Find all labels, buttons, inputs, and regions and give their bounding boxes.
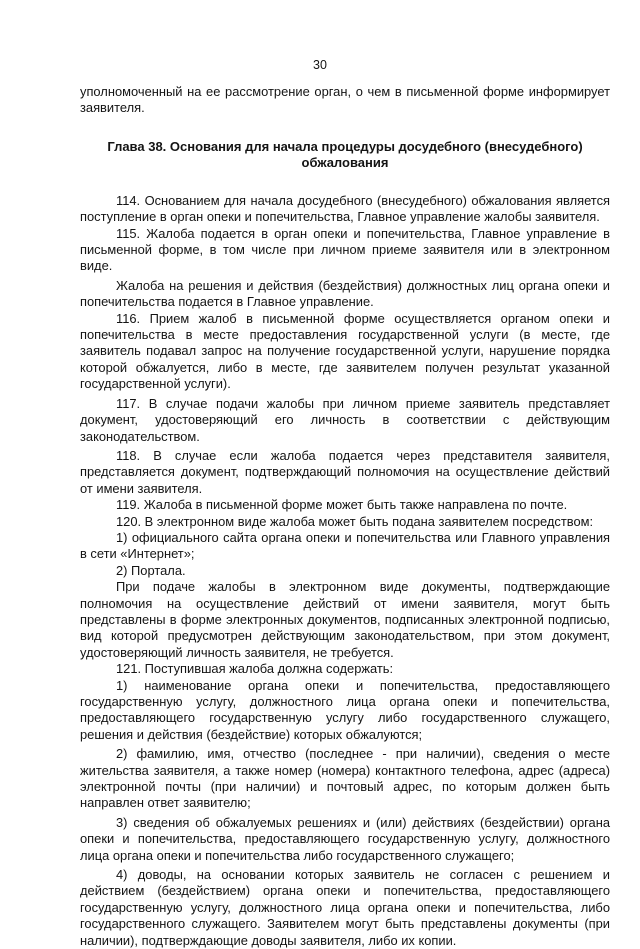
chapter-heading: Глава 38. Основания для начала процедуры досудебного (внесудебного) обжалования bbox=[107, 138, 583, 170]
paragraph-114: 114. Основанием для начала досудебного (внесудебного) обжалования является поступление в орган опеки и попечительства, Главное управление жалобы заявителя. bbox=[80, 192, 610, 225]
paragraph-115-complaint-officials: Жалоба на решения и действия (бездействия) должностных лиц органа опеки и попечительства подается в Главное управление. bbox=[80, 277, 610, 310]
paragraph-120-item-2: 2) Портала. bbox=[116, 562, 186, 578]
paragraph-121-item-1: 1) наименование органа опеки и попечительства, предоставляющего государственную услугу, должностного лица органа опеки и попечительства, предоставляющего государственную услугу либо государственного служащего, решения и действия (бездействие) которых обжалуются; bbox=[80, 677, 610, 742]
paragraph-121: 121. Поступившая жалоба должна содержать: bbox=[116, 661, 394, 677]
paragraph-118: 118. В случае если жалоба подается через представителя заявителя, представляется документ, подтверждающий полномочия на осуществление действий от имени заявителя. bbox=[80, 447, 610, 496]
paragraph-117: 117. В случае подачи жалобы при личном приеме заявитель представляет документ, удостоверяющий его личность в соответствии с действующим законодательством. bbox=[80, 395, 610, 444]
paragraph-120-item-1: 1) официального сайта органа опеки и попечительства или Главного управления в сети «Интернет»; bbox=[80, 529, 610, 562]
page-number: 30 bbox=[313, 58, 327, 72]
paragraph-121-item-3: 3) сведения об обжалуемых решениях и (или) действиях (бездействии) органа опеки и попечительства, предоставляющего государственную услугу, должностного лица органа опеки и попечительства либо государственного служащего; bbox=[80, 814, 610, 863]
paragraph-115: 115. Жалоба подается в орган опеки и попечительства, Главное управление в письменной форме, в том числе при личном приеме заявителя или в электронном виде. bbox=[80, 225, 610, 274]
paragraph-121-item-4: 4) доводы, на основании которых заявитель не согласен с решением и действием (бездействием) органа опеки и попечительства, предоставляющего государственную услугу, должностного лица органа опеки и попечительства, либо государственного служащего. Заявителем могут быть представлены документы (при наличии), подтверждающие доводы заявителя, либо их копии. bbox=[80, 867, 610, 948]
intro-paragraph: уполномоченный на ее рассмотрение орган, о чем в письменной форме информирует заявителя. bbox=[80, 84, 610, 116]
paragraph-120: 120. В электронном виде жалоба может быть подана заявителем посредством: bbox=[116, 513, 594, 529]
document-body bbox=[80, 84, 610, 949]
paragraph-119: 119. Жалоба в письменной форме может быть также направлена по почте. bbox=[116, 497, 568, 513]
paragraph-120-electronic-docs: При подаче жалобы в электронном виде документы, подтверждающие полномочия на осуществление действий от имени заявителя, могут быть представлены в форме электронных документов, подписанных электронной подписью, вид которой предусмотрен действующим законодательством, при этом документ, удостоверяющий личность заявителя, не требуется. bbox=[80, 579, 610, 660]
paragraph-116: 116. Прием жалоб в письменной форме осуществляется органом опеки и попечительства в месте предоставления государственной услуги (в месте, где заявитель подавал запрос на получение государственной услуги, нарушение порядка которой обжалуется, либо в месте, где заявителем получен результат указанной государственной услуги). bbox=[80, 310, 610, 392]
paragraph-121-item-2: 2) фамилию, имя, отчество (последнее - при наличии), сведения о месте жительства заявителя, а также номер (номера) контактного телефона, адрес (адреса) электронной почты (при наличии) и почтовый адрес, по которым должен быть направлен ответ заявителю; bbox=[80, 746, 610, 811]
